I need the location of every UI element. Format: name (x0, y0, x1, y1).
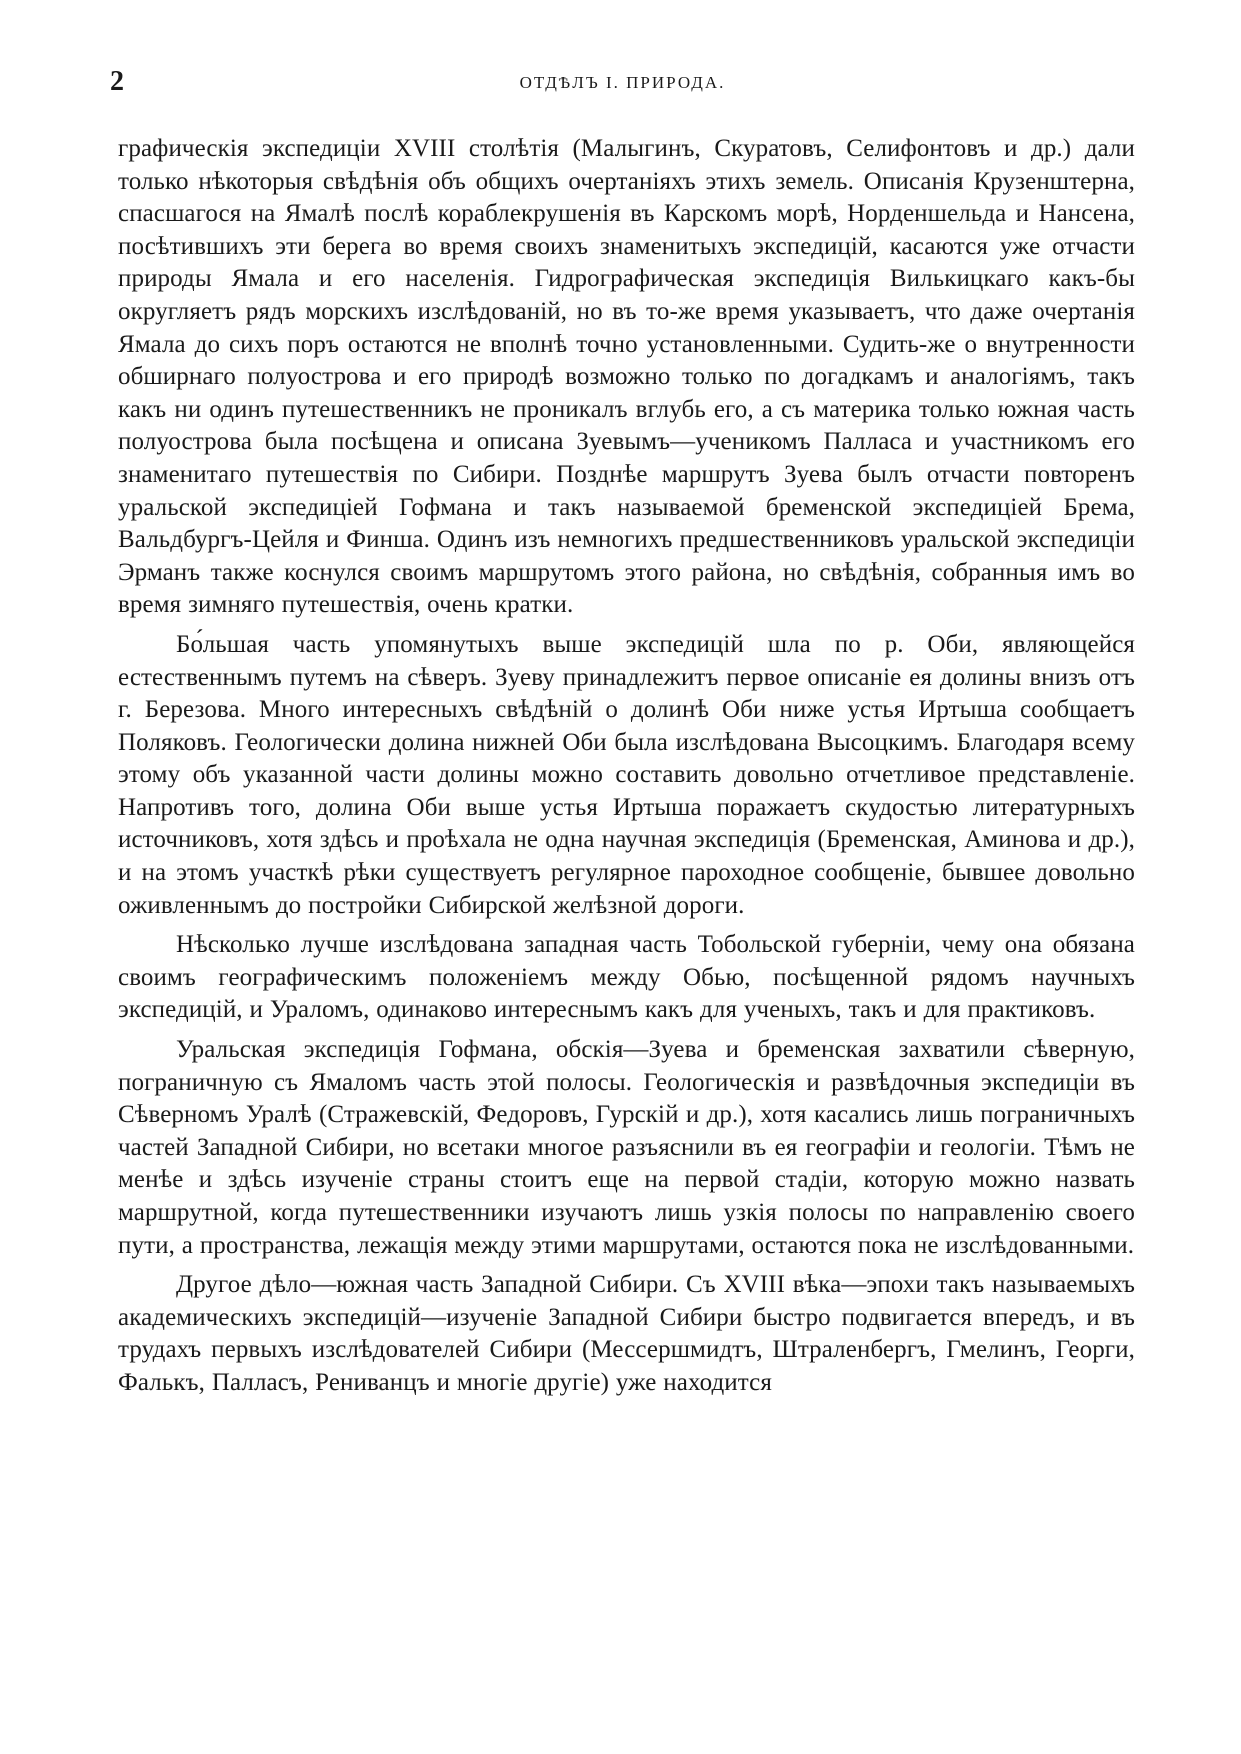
running-head: ОТДѢЛЪ I. ПРИРОДА. (519, 73, 726, 92)
paragraph-4: Уральская экспедиція Гофмана, обскія—Зуева и бременская захватили сѣверную, пограничную съ Ямаломъ часть этой полосы. Геологическія и развѣдочныя экспедиціи въ Сѣверномъ Уралѣ (Стражевскій, Федоровъ, Гурскій и др.), хотя касались лишь пограничныхъ частей Западной Сибири, но всетаки многое разъяснили въ ея географіи и геологіи. Тѣмъ не менѣе и здѣсь изученіе страны стоитъ еще на первой стадіи, которую можно назвать маршрутной, когда путешественники изучаютъ лишь узкія полосы по направленію своего пути, а пространства, лежащія между этими маршрутами, остаются пока не изслѣдованными. (118, 1036, 1135, 1259)
page-number: 2 (110, 66, 124, 97)
paragraph-5: Другое дѣло—южная часть Западной Сибири. Съ XVIII вѣка—эпохи такъ называемыхъ академическихъ экспедицій—изученіе Западной Сибири быстро подвигается впередъ, и въ трудахъ первыхъ изслѣдователей Сибири (Мессершмидтъ, Штраленбергъ, Гмелинъ, Георги, Фалькъ, Палласъ, Рениванцъ и многіе другіе) уже находится (118, 1271, 1135, 1396)
paragraph-2: Бо́льшая часть упомянутыхъ выше экспедицій шла по р. Оби, являющейся естественнымъ путемъ на сѣверъ. Зуеву принадлежитъ первое описаніе ея долины внизъ отъ г. Березова. Много интересныхъ свѣдѣній о долинѣ Оби ниже устья Иртыша сообщаетъ Поляковъ. Геологически долина нижней Оби была изслѣдована Высоцкимъ. Благодаря всему этому объ указанной части долины можно составить довольно отчетливое представленіе. Напротивъ того, долина Оби выше устья Иртыша поражаетъ скудостью литературныхъ источниковъ, хотя здѣсь и проѣхала не одна научная экспедиція (Бременская, Аминова и др.), и на этомъ участкѣ рѣки существуетъ регулярное пароходное сообщеніе, бывшее довольно оживленнымъ до постройки Сибирской желѣзной дороги. (118, 630, 1135, 919)
body-text (118, 133, 1135, 1407)
page-header (110, 66, 1135, 106)
paragraph-1: графическія экспедиціи XVIII столѣтія (Малыгинъ, Скуратовъ, Селифонтовъ и др.) дали только нѣкоторыя свѣдѣнія объ общихъ очертаніяхъ этихъ земель. Описанія Крузенштерна, спасшагося на Ямалѣ послѣ кораблекрушенія въ Карскомъ морѣ, Норденшельда и Нансена, посѣтившихъ эти берега во время своихъ знаменитыхъ экспедицій, касаются уже отчасти природы Ямала и его населенія. Гидрографическая экспедиція Вилькицкаго какъ-бы округляетъ рядъ морскихъ изслѣдованій, но въ то-же время указываетъ, что даже очертанія Ямала до сихъ поръ остаются не вполнѣ точно установленными. Судить-же о внутренности обширнаго полуострова и его природѣ возможно только по догадкамъ и аналогіямъ, такъ какъ ни одинъ путешественникъ не проникалъ вглубь его, а съ материка только южная часть полуострова была посѣщена и описана Зуевымъ—ученикомъ Палласа и участникомъ его знаменитаго путешествія по Сибири. Позднѣе маршрутъ Зуева былъ отчасти повторенъ уральской экспедиціей Гофмана и такъ называемой бременской экспедиціей Брема, Вальдбургъ-Цейля и Финша. Одинъ изъ немногихъ предшественниковъ уральской экспедиціи Эрманъ также коснулся своимъ маршрутомъ этого района, но свѣдѣнія, собранныя имъ во время зимняго путешествія, очень кратки. (118, 135, 1135, 619)
paragraph-3: Нѣсколько лучше изслѣдована западная часть Тобольской губерніи, чему она обязана своимъ географическимъ положеніемъ между Обью, посѣщенной рядомъ научныхъ экспедицій, и Ураломъ, одинаково интереснымъ какъ для ученыхъ, такъ и для практиковъ. (118, 931, 1135, 1024)
